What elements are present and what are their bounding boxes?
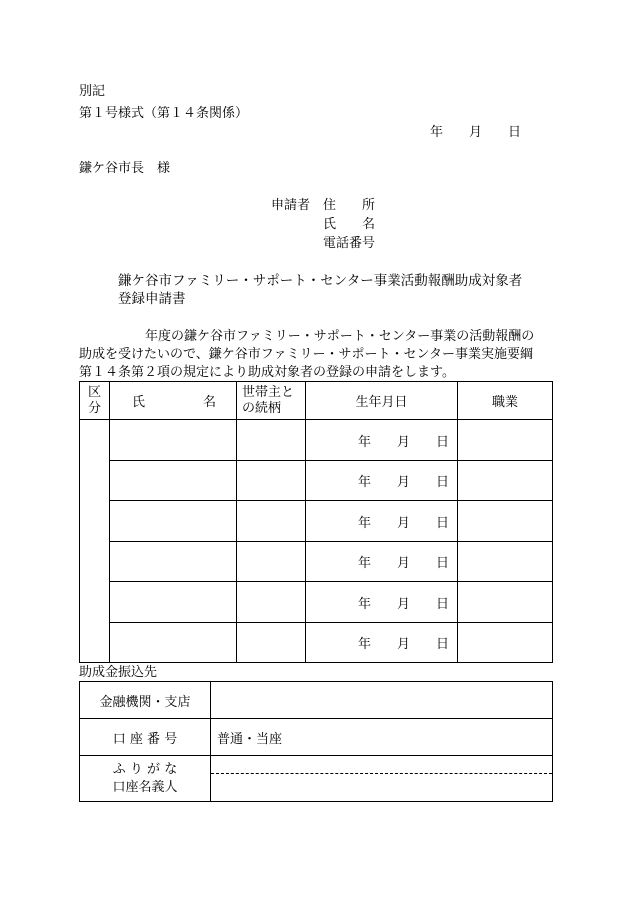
table-row <box>80 582 553 623</box>
account-type-options: 普通・当座 <box>217 731 283 747</box>
birthdate-cell[interactable]: 年 月 日 <box>306 542 458 582</box>
table-row <box>80 420 553 461</box>
header-kubun: 区 分 <box>80 382 110 420</box>
table-row <box>80 501 553 542</box>
bank-institution-row <box>80 682 553 719</box>
name-cell[interactable] <box>110 461 237 501</box>
document-title-line2: 登録申請書 <box>118 291 186 307</box>
relation-cell[interactable] <box>237 420 306 461</box>
holder-input-cell[interactable] <box>211 756 553 802</box>
occupation-cell[interactable] <box>458 461 553 501</box>
relation-cell[interactable] <box>237 542 306 582</box>
furigana-label: ふ り が な <box>112 761 178 777</box>
institution-input[interactable] <box>211 682 553 719</box>
occupation-cell[interactable] <box>458 542 553 582</box>
birthdate-cell[interactable]: 年 月 日 <box>306 501 458 542</box>
body-line3: 第１４条第２項の規定により助成対象者の登録の申請をします。 <box>79 365 455 380</box>
name-cell[interactable] <box>110 501 237 542</box>
holder-label: 口座名義人 <box>112 779 178 795</box>
address-label: 住 所 <box>323 198 376 213</box>
table-row <box>80 542 553 582</box>
name-cell[interactable] <box>110 582 237 623</box>
submission-date <box>430 125 521 141</box>
holder-label-cell <box>80 756 211 802</box>
table-header-row <box>80 382 553 420</box>
occupation-cell[interactable] <box>458 582 553 623</box>
body-line2: 助成を受けたいので、鎌ケ谷市ファミリー・サポート・センター事業実施要綱 <box>79 347 533 362</box>
addressee: 鎌ケ谷市長 様 <box>79 161 171 176</box>
header-occupation: 職業 <box>458 382 553 420</box>
birthdate-cell[interactable]: 年 月 日 <box>306 582 458 623</box>
header-birthdate: 生年月日 <box>306 382 458 420</box>
date-year: 年 <box>430 125 444 140</box>
institution-label: 金融機関・支店 <box>80 682 211 719</box>
header-relation: 世帯主と の続柄 <box>237 382 306 420</box>
holder-name-input[interactable] <box>211 774 552 801</box>
birthdate-cell[interactable]: 年 月 日 <box>306 461 458 501</box>
kubun-cell <box>80 420 110 663</box>
relation-cell[interactable] <box>237 501 306 542</box>
name-label: 氏 名 <box>323 217 376 232</box>
account-number-label: 口 座 番 号 <box>80 719 211 756</box>
date-day: 日 <box>508 125 522 140</box>
body-line1: 年度の鎌ケ谷市ファミリー・サポート・センター事業の活動報酬の <box>145 329 535 344</box>
date-month: 月 <box>469 125 483 140</box>
document-title-line1: 鎌ケ谷市ファミリー・サポート・センター事業活動報酬助成対象者 <box>118 273 523 289</box>
applicant-table <box>79 381 553 663</box>
name-cell[interactable] <box>110 623 237 663</box>
appendix-label: 別記 <box>79 84 106 99</box>
bank-section-label: 助成金振込先 <box>79 665 158 680</box>
name-cell[interactable] <box>110 542 237 582</box>
header-name: 氏 名 <box>110 382 237 420</box>
birthdate-cell[interactable]: 年 月 日 <box>306 420 458 461</box>
occupation-cell[interactable] <box>458 501 553 542</box>
relation-cell[interactable] <box>237 582 306 623</box>
relation-cell[interactable] <box>237 461 306 501</box>
bank-account-row <box>80 719 553 756</box>
account-type-cell[interactable] <box>211 719 553 756</box>
occupation-cell[interactable] <box>458 623 553 663</box>
furigana-input[interactable] <box>211 756 552 774</box>
applicant-label: 申請者 <box>271 198 311 213</box>
table-row <box>80 461 553 501</box>
relation-cell[interactable] <box>237 623 306 663</box>
form-number: 第１号様式（第１４条関係） <box>79 106 249 121</box>
birthdate-cell[interactable]: 年 月 日 <box>306 623 458 663</box>
occupation-cell[interactable] <box>458 420 553 461</box>
phone-label: 電話番号 <box>323 236 376 251</box>
bank-table <box>79 681 553 802</box>
table-row <box>80 623 553 663</box>
bank-holder-row <box>80 756 553 802</box>
name-cell[interactable] <box>110 420 237 461</box>
